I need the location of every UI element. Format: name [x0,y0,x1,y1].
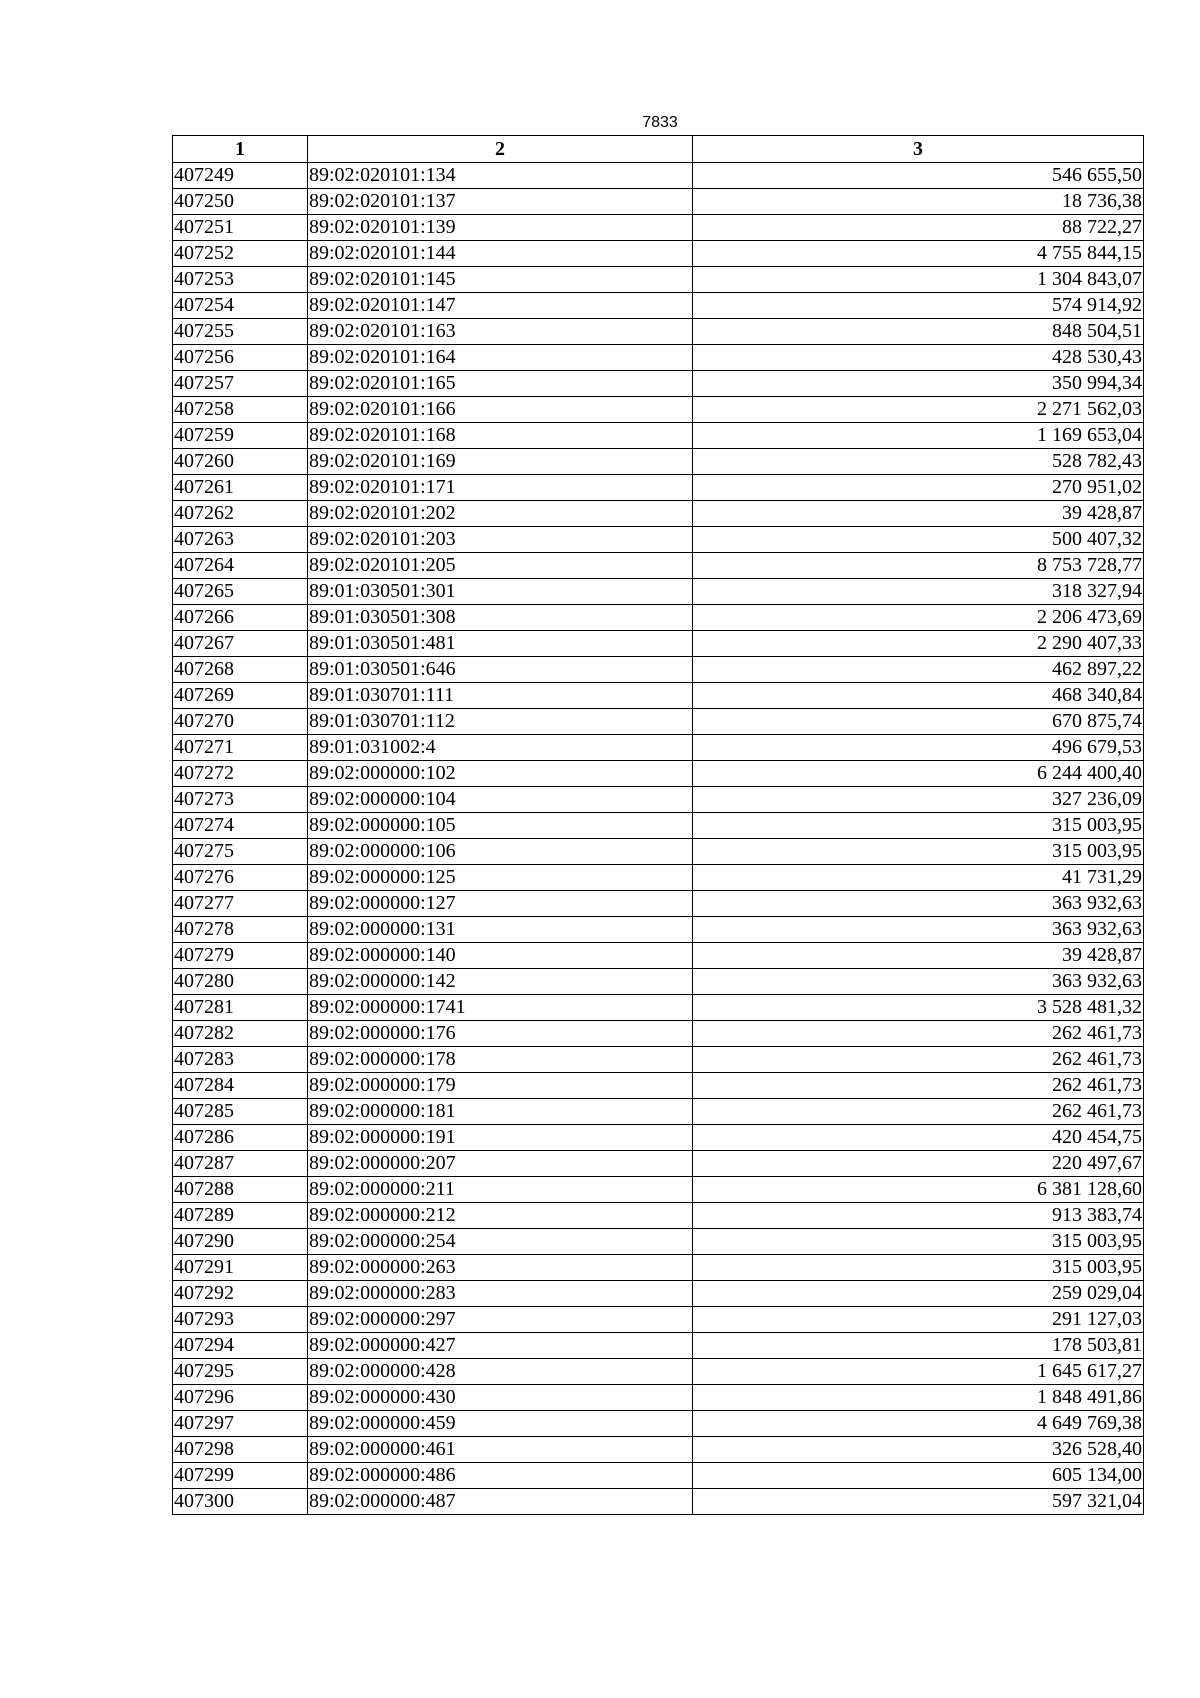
cadastral-number-cell: 89:02:020101:137 [308,189,693,215]
row-number-cell: 407252 [173,241,308,267]
cadastral-value-cell: 363 932,63 [693,969,1144,995]
cadastral-value-cell: 2 271 562,03 [693,397,1144,423]
cadastral-number-cell: 89:02:020101:145 [308,267,693,293]
table-row [173,371,1144,397]
table-row [173,1177,1144,1203]
table-row [173,735,1144,761]
table-row [173,1073,1144,1099]
cadastral-value-cell: 318 327,94 [693,579,1144,605]
row-number-cell: 407287 [173,1151,308,1177]
cadastral-number-cell: 89:02:000000:487 [308,1489,693,1515]
cadastral-number-cell: 89:02:020101:164 [308,345,693,371]
cadastral-value-cell: 363 932,63 [693,891,1144,917]
cadastral-value-cell: 2 290 407,33 [693,631,1144,657]
cadastral-value-cell: 468 340,84 [693,683,1144,709]
table-row [173,631,1144,657]
table-row [173,475,1144,501]
table-row [173,761,1144,787]
table-row [173,709,1144,735]
table-row [173,1229,1144,1255]
row-number-cell: 407255 [173,319,308,345]
cadastral-number-cell: 89:02:000000:486 [308,1463,693,1489]
cadastral-value-cell: 420 454,75 [693,1125,1144,1151]
cadastral-value-cell: 4 649 769,38 [693,1411,1144,1437]
row-number-cell: 407273 [173,787,308,813]
row-number-cell: 407291 [173,1255,308,1281]
cadastral-value-cell: 1 848 491,86 [693,1385,1144,1411]
table-row [173,891,1144,917]
cadastral-number-cell: 89:02:000000:207 [308,1151,693,1177]
cadastral-number-cell: 89:02:020101:166 [308,397,693,423]
row-number-cell: 407282 [173,1021,308,1047]
cadastral-number-cell: 89:02:000000:211 [308,1177,693,1203]
cadastral-value-cell: 39 428,87 [693,501,1144,527]
row-number-cell: 407253 [173,267,308,293]
cadastral-value-cell: 574 914,92 [693,293,1144,319]
cadastral-value-cell: 546 655,50 [693,163,1144,189]
table-row [173,501,1144,527]
table-row [173,1437,1144,1463]
cadastral-value-cell: 39 428,87 [693,943,1144,969]
cadastral-number-cell: 89:02:000000:297 [308,1307,693,1333]
row-number-cell: 407284 [173,1073,308,1099]
cadastral-number-cell: 89:02:000000:191 [308,1125,693,1151]
table-row [173,267,1144,293]
cadastral-number-cell: 89:02:020101:144 [308,241,693,267]
cadastral-value-cell: 6 244 400,40 [693,761,1144,787]
cadastral-number-cell: 89:02:000000:140 [308,943,693,969]
cadastral-value-cell: 270 951,02 [693,475,1144,501]
column-header-1: 1 [173,136,308,163]
row-number-cell: 407256 [173,345,308,371]
table-row [173,397,1144,423]
table-row [173,345,1144,371]
cadastral-number-cell: 89:01:030701:112 [308,709,693,735]
table-row [173,865,1144,891]
table-row [173,1203,1144,1229]
cadastral-number-cell: 89:02:000000:212 [308,1203,693,1229]
cadastral-value-cell: 3 528 481,32 [693,995,1144,1021]
cadastral-value-cell: 8 753 728,77 [693,553,1144,579]
table-row [173,449,1144,475]
row-number-cell: 407251 [173,215,308,241]
table-row [173,683,1144,709]
row-number-cell: 407280 [173,969,308,995]
cadastral-number-cell: 89:02:000000:254 [308,1229,693,1255]
row-number-cell: 407296 [173,1385,308,1411]
cadastral-value-cell: 262 461,73 [693,1073,1144,1099]
table-row [173,579,1144,605]
row-number-cell: 407258 [173,397,308,423]
row-number-cell: 407274 [173,813,308,839]
cadastral-number-cell: 89:02:020101:205 [308,553,693,579]
cadastral-value-cell: 88 722,27 [693,215,1144,241]
cadastral-number-cell: 89:02:000000:459 [308,1411,693,1437]
row-number-cell: 407294 [173,1333,308,1359]
table-row [173,605,1144,631]
row-number-cell: 407276 [173,865,308,891]
cadastral-number-cell: 89:02:000000:428 [308,1359,693,1385]
cadastral-number-cell: 89:02:020101:168 [308,423,693,449]
row-number-cell: 407290 [173,1229,308,1255]
cadastral-number-cell: 89:02:020101:163 [308,319,693,345]
cadastral-number-cell: 89:02:000000:427 [308,1333,693,1359]
row-number-cell: 407254 [173,293,308,319]
cadastral-value-cell: 315 003,95 [693,813,1144,839]
row-number-cell: 407283 [173,1047,308,1073]
table-row [173,423,1144,449]
cadastral-number-cell: 89:02:000000:176 [308,1021,693,1047]
row-number-cell: 407297 [173,1411,308,1437]
row-number-cell: 407277 [173,891,308,917]
row-number-cell: 407300 [173,1489,308,1515]
table-row [173,995,1144,1021]
row-number-cell: 407285 [173,1099,308,1125]
cadastral-number-cell: 89:01:030501:646 [308,657,693,683]
table-row [173,319,1144,345]
row-number-cell: 407259 [173,423,308,449]
cadastral-value-cell: 350 994,34 [693,371,1144,397]
cadastral-value-cell: 6 381 128,60 [693,1177,1144,1203]
row-number-cell: 407288 [173,1177,308,1203]
table-row [173,1463,1144,1489]
table-row [173,1385,1144,1411]
row-number-cell: 407265 [173,579,308,605]
table-row [173,1021,1144,1047]
column-header-2: 2 [308,136,693,163]
cadastral-number-cell: 89:02:020101:139 [308,215,693,241]
table-row [173,1125,1144,1151]
table-row [173,943,1144,969]
cadastral-number-cell: 89:02:020101:147 [308,293,693,319]
cadastral-value-cell: 291 127,03 [693,1307,1144,1333]
table-row [173,917,1144,943]
table-row [173,1307,1144,1333]
table-header-row [173,136,1144,163]
table-row [173,657,1144,683]
cadastral-value-cell: 363 932,63 [693,917,1144,943]
cadastral-number-cell: 89:02:000000:131 [308,917,693,943]
cadastral-number-cell: 89:02:000000:127 [308,891,693,917]
table-row [173,215,1144,241]
row-number-cell: 407260 [173,449,308,475]
cadastral-number-cell: 89:02:020101:169 [308,449,693,475]
row-number-cell: 407286 [173,1125,308,1151]
cadastral-number-cell: 89:01:030501:481 [308,631,693,657]
cadastral-value-cell: 4 755 844,15 [693,241,1144,267]
table-row [173,839,1144,865]
cadastral-value-cell: 327 236,09 [693,787,1144,813]
cadastral-number-cell: 89:02:000000:1741 [308,995,693,1021]
table-row [173,1099,1144,1125]
cadastral-value-cell: 259 029,04 [693,1281,1144,1307]
row-number-cell: 407269 [173,683,308,709]
cadastral-value-cell: 1 169 653,04 [693,423,1144,449]
cadastral-number-cell: 89:02:000000:178 [308,1047,693,1073]
cadastral-number-cell: 89:02:000000:263 [308,1255,693,1281]
cadastral-value-cell: 18 736,38 [693,189,1144,215]
cadastral-value-cell: 262 461,73 [693,1099,1144,1125]
row-number-cell: 407264 [173,553,308,579]
table-row [173,553,1144,579]
row-number-cell: 407271 [173,735,308,761]
row-number-cell: 407250 [173,189,308,215]
table-row [173,1255,1144,1281]
row-number-cell: 407281 [173,995,308,1021]
table-row [173,787,1144,813]
cadastral-value-cell: 500 407,32 [693,527,1144,553]
cadastral-value-cell: 496 679,53 [693,735,1144,761]
row-number-cell: 407268 [173,657,308,683]
cadastral-value-cell: 315 003,95 [693,839,1144,865]
cadastral-value-cell: 848 504,51 [693,319,1144,345]
cadastral-number-cell: 89:02:000000:179 [308,1073,693,1099]
cadastral-number-cell: 89:02:000000:102 [308,761,693,787]
row-number-cell: 407257 [173,371,308,397]
cadastral-number-cell: 89:02:000000:105 [308,813,693,839]
cadastral-value-cell: 315 003,95 [693,1229,1144,1255]
table-row [173,1411,1144,1437]
table-row [173,163,1144,189]
row-number-cell: 407299 [173,1463,308,1489]
cadastral-number-cell: 89:02:000000:461 [308,1437,693,1463]
row-number-cell: 407261 [173,475,308,501]
table-row [173,969,1144,995]
row-number-cell: 407249 [173,163,308,189]
row-number-cell: 407272 [173,761,308,787]
row-number-cell: 407262 [173,501,308,527]
row-number-cell: 407267 [173,631,308,657]
cadastral-number-cell: 89:02:000000:142 [308,969,693,995]
cadastral-value-cell: 220 497,67 [693,1151,1144,1177]
table-row [173,293,1144,319]
cadastral-value-cell: 41 731,29 [693,865,1144,891]
cadastral-value-cell: 1 304 843,07 [693,267,1144,293]
row-number-cell: 407266 [173,605,308,631]
cadastral-number-cell: 89:01:030701:111 [308,683,693,709]
cadastral-number-cell: 89:01:031002:4 [308,735,693,761]
table-row [173,1151,1144,1177]
cadastral-number-cell: 89:02:020101:202 [308,501,693,527]
cadastral-value-cell: 178 503,81 [693,1333,1144,1359]
cadastral-value-cell: 428 530,43 [693,345,1144,371]
cadastral-number-cell: 89:02:020101:165 [308,371,693,397]
table-row [173,189,1144,215]
row-number-cell: 407263 [173,527,308,553]
table-row [173,1281,1144,1307]
table-row [173,1489,1144,1515]
cadastral-value-cell: 262 461,73 [693,1021,1144,1047]
cadastral-value-cell: 462 897,22 [693,657,1144,683]
table-row [173,1359,1144,1385]
cadastral-number-cell: 89:02:000000:125 [308,865,693,891]
row-number-cell: 407279 [173,943,308,969]
table-row [173,813,1144,839]
row-number-cell: 407295 [173,1359,308,1385]
cadastral-number-cell: 89:02:020101:171 [308,475,693,501]
cadastral-number-cell: 89:02:000000:430 [308,1385,693,1411]
table-row [173,1047,1144,1073]
cadastral-value-cell: 2 206 473,69 [693,605,1144,631]
row-number-cell: 407292 [173,1281,308,1307]
row-number-cell: 407298 [173,1437,308,1463]
cadastral-value-cell: 1 645 617,27 [693,1359,1144,1385]
row-number-cell: 407289 [173,1203,308,1229]
cadastral-value-cell: 670 875,74 [693,709,1144,735]
table-row [173,1333,1144,1359]
cadastral-value-cell: 262 461,73 [693,1047,1144,1073]
cadastral-value-cell: 326 528,40 [693,1437,1144,1463]
cadastral-number-cell: 89:02:000000:104 [308,787,693,813]
cadastral-number-cell: 89:02:000000:181 [308,1099,693,1125]
cadastral-number-cell: 89:02:000000:283 [308,1281,693,1307]
column-header-3: 3 [693,136,1144,163]
page-number: 7833 [642,114,678,131]
cadastral-number-cell: 89:02:020101:203 [308,527,693,553]
table-row [173,241,1144,267]
row-number-cell: 407293 [173,1307,308,1333]
cadastral-number-cell: 89:01:030501:301 [308,579,693,605]
cadastral-value-cell: 528 782,43 [693,449,1144,475]
row-number-cell: 407275 [173,839,308,865]
table-body [173,163,1144,1515]
cadastral-value-cell: 597 321,04 [693,1489,1144,1515]
cadastral-number-cell: 89:02:000000:106 [308,839,693,865]
cadastral-value-cell: 315 003,95 [693,1255,1144,1281]
cadastral-value-cell: 605 134,00 [693,1463,1144,1489]
cadastral-number-cell: 89:01:030501:308 [308,605,693,631]
row-number-cell: 407278 [173,917,308,943]
cadastral-value-cell: 913 383,74 [693,1203,1144,1229]
cadastral-value-table [172,135,1144,1515]
cadastral-number-cell: 89:02:020101:134 [308,163,693,189]
table-row [173,527,1144,553]
row-number-cell: 407270 [173,709,308,735]
